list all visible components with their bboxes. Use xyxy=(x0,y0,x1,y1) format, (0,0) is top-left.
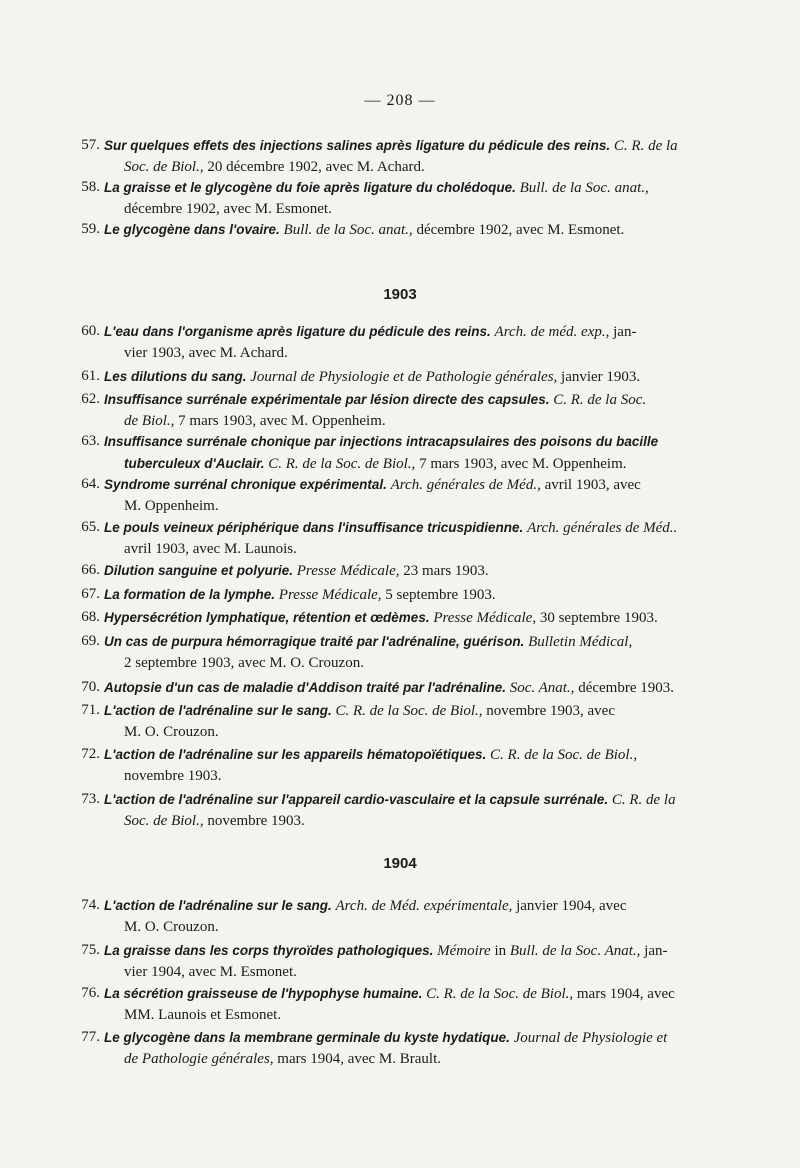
entry-title: Un cas de purpura hémorragique traité par l'adrénaline, guérison. xyxy=(104,634,525,649)
entry-source: Soc. Anat., xyxy=(509,680,575,696)
entry-source: C. R. de la Soc. de Biol., xyxy=(268,456,416,472)
entry-details: janvier 1903. xyxy=(561,369,641,385)
entry-details: jan- xyxy=(644,943,668,959)
entry-line-1 xyxy=(104,792,676,808)
entry-source: Bulletin Médical, xyxy=(528,634,633,650)
bibliography-entry xyxy=(81,1027,726,1070)
entry-line-1 xyxy=(104,634,632,650)
entry-details: janvier 1904, avec xyxy=(516,898,627,914)
entry-details: 20 décembre 1902, avec M. Achard. xyxy=(207,159,425,175)
entry-number: 61. xyxy=(81,368,100,384)
entry-title: Autopsie d'un cas de maladie d'Addison traité par l'adrénaline. xyxy=(104,680,506,695)
bibliography-entry xyxy=(81,389,726,432)
entry-line-2 xyxy=(104,653,726,674)
entry-number: 74. xyxy=(81,897,100,913)
entry-line-1 xyxy=(104,587,496,603)
entry-number: 66. xyxy=(81,562,100,578)
entry-source: Arch. de Méd. expérimentale, xyxy=(335,898,513,914)
entry-line-1 xyxy=(104,369,640,385)
bibliography-entry xyxy=(81,744,726,787)
entry-title: Insuffisance surrénale chonique par injections intracapsulaires des poisons du bacille xyxy=(104,434,659,449)
bibliography-entry xyxy=(81,607,726,629)
entry-number: 70. xyxy=(81,679,100,695)
entry-number: 75. xyxy=(81,942,100,958)
entry-details: vier 1904, avec M. Esmonet. xyxy=(124,964,297,980)
entry-title: Sur quelques effets des injections salines après ligature du pédicule des reins. xyxy=(104,138,611,153)
entry-line-2 xyxy=(104,766,726,787)
bibliography-entry xyxy=(81,366,726,388)
entry-title: La graisse dans les corps thyroïdes pathologiques. xyxy=(104,943,434,958)
entry-title: Hypersécrétion lymphatique, rétention et œdèmes. xyxy=(104,610,430,625)
entry-source: de Biol., xyxy=(124,413,175,429)
entry-source: Bull. de la Soc. anat., xyxy=(519,180,649,196)
entry-source: Arch. générales de Méd.. xyxy=(527,520,678,536)
entry-details: M. Oppenheim. xyxy=(124,498,219,514)
entry-details: 2 septembre 1903, avec M. O. Crouzon. xyxy=(124,655,364,671)
entry-title: Le glycogène dans l'ovaire. xyxy=(104,222,280,237)
bibliography-entry xyxy=(81,135,726,178)
bibliography-entry xyxy=(81,321,726,364)
entry-details: mars 1904, avec M. Brault. xyxy=(277,1051,442,1067)
entry-title: tuberculeux d'Auclair. xyxy=(124,456,265,471)
entry-line-2 xyxy=(104,496,726,517)
entry-line-2 xyxy=(104,453,726,475)
entry-source: C. R. de la Soc. de Biol., xyxy=(426,986,574,1002)
year-heading-1904: 1904 xyxy=(383,855,417,872)
bibliography-entry xyxy=(81,895,726,938)
bibliography-entry xyxy=(81,560,726,582)
entry-source: Soc. de Biol., xyxy=(124,159,204,175)
bibliography-entry xyxy=(81,789,726,832)
entry-line-2 xyxy=(104,1005,726,1026)
bibliography-entry xyxy=(81,584,726,606)
entry-details: vier 1903, avec M. Achard. xyxy=(124,345,288,361)
entry-source: Presse Médicale, xyxy=(296,563,400,579)
entry-title: La sécrétion graisseuse de l'hypophyse humaine. xyxy=(104,986,423,1001)
entry-line-2 xyxy=(104,343,726,364)
bibliography-entry xyxy=(81,219,726,241)
entry-title: L'action de l'adrénaline sur le sang. xyxy=(104,703,332,718)
entry-line-1 xyxy=(104,943,667,959)
bibliography-entry xyxy=(81,431,726,475)
entry-source: Bull. de la Soc. Anat., xyxy=(509,943,641,959)
entry-number: 77. xyxy=(81,1029,100,1045)
entry-number: 60. xyxy=(81,323,100,339)
entry-number: 68. xyxy=(81,609,100,625)
entry-source: Bull. de la Soc. anat., xyxy=(283,222,413,238)
entry-details: 7 mars 1903, avec M. Oppenheim. xyxy=(419,456,627,472)
entry-number: 57. xyxy=(81,137,100,153)
entry-details: avril 1903, avec M. Launois. xyxy=(124,541,297,557)
entry-details: novembre 1903. xyxy=(124,768,222,784)
entry-title: Insuffisance surrénale expérimentale par lésion directe des capsules. xyxy=(104,392,550,407)
entry-number: 67. xyxy=(81,586,100,602)
entry-details: 23 mars 1903. xyxy=(403,563,489,579)
entry-title: Dilution sanguine et polyurie. xyxy=(104,563,294,578)
entry-details: 7 mars 1903, avec M. Oppenheim. xyxy=(178,413,386,429)
entry-line-2 xyxy=(104,411,726,432)
entry-source: Mémoire xyxy=(437,943,491,959)
entry-details: novembre 1903. xyxy=(207,813,305,829)
entry-line-2 xyxy=(104,811,726,832)
entry-details: in xyxy=(494,943,507,959)
entry-line-1 xyxy=(104,680,674,696)
entry-source: Journal de Physiologie et de Pathologie générales, xyxy=(250,369,558,385)
entry-line-1 xyxy=(104,898,626,914)
entry-source: C. R. de la Soc. de Biol., xyxy=(490,747,638,763)
entry-line-1 xyxy=(104,610,658,626)
entry-details: novembre 1903, avec xyxy=(486,703,615,719)
entry-title: Le pouls veineux périphérique dans l'insuffisance tricuspidienne. xyxy=(104,520,524,535)
entry-line-1 xyxy=(104,1030,667,1046)
entry-number: 72. xyxy=(81,746,100,762)
entry-line-1 xyxy=(104,222,624,238)
entry-line-1 xyxy=(104,477,641,493)
entry-title: Le glycogène dans la membrane germinale du kyste hydatique. xyxy=(104,1030,510,1045)
entry-number: 63. xyxy=(81,433,100,449)
entry-details: décembre 1902, avec M. Esmonet. xyxy=(416,222,625,238)
entry-line-1 xyxy=(104,180,649,196)
entry-source: C. R. de la Soc. de Biol., xyxy=(335,703,483,719)
entry-title: L'action de l'adrénaline sur le sang. xyxy=(104,898,332,913)
bibliography-entry xyxy=(81,474,726,517)
entry-line-1 xyxy=(104,520,677,536)
entry-title: La formation de la lymphe. xyxy=(104,587,276,602)
entry-line-2 xyxy=(104,917,726,938)
entry-line-2 xyxy=(104,722,726,743)
entry-source: Arch. de méd. exp., xyxy=(494,324,610,340)
entry-line-2 xyxy=(104,157,726,178)
entry-line-1 xyxy=(104,703,615,719)
entry-details: M. O. Crouzon. xyxy=(124,724,219,740)
bibliography-entry xyxy=(81,677,726,699)
entry-source: de Pathologie générales, xyxy=(124,1051,274,1067)
entry-details: MM. Launois et Esmonet. xyxy=(124,1007,282,1023)
entry-source: Presse Médicale, xyxy=(433,610,537,626)
entry-line-1 xyxy=(104,392,646,408)
entry-line-1 xyxy=(104,747,637,763)
entry-title: L'eau dans l'organisme après ligature du pédicule des reins. xyxy=(104,324,491,339)
entry-line-1 xyxy=(104,324,636,340)
entry-title: L'action de l'adrénaline sur les appareils hématopoïétiques. xyxy=(104,747,487,762)
entry-details: M. O. Crouzon. xyxy=(124,919,219,935)
year-heading-1903: 1903 xyxy=(383,286,417,303)
bibliography-entry xyxy=(81,983,726,1026)
entry-number: 76. xyxy=(81,985,100,1001)
entry-number: 69. xyxy=(81,633,100,649)
entry-source: Arch. générales de Méd., xyxy=(390,477,541,493)
entry-title: L'action de l'adrénaline sur l'appareil cardio-vasculaire et la capsule surrénale. xyxy=(104,792,609,807)
entry-line-1 xyxy=(104,138,678,154)
entry-source: Soc. de Biol., xyxy=(124,813,204,829)
entry-details: décembre 1902, avec M. Esmonet. xyxy=(124,201,332,217)
entry-number: 71. xyxy=(81,702,100,718)
entry-title: Les dilutions du sang. xyxy=(104,369,247,384)
bibliography-entry xyxy=(81,177,726,220)
bibliography-entry xyxy=(81,940,726,983)
entry-number: 73. xyxy=(81,791,100,807)
entry-number: 62. xyxy=(81,391,100,407)
entry-details: 5 septembre 1903. xyxy=(385,587,496,603)
entry-source: Presse Médicale, xyxy=(278,587,382,603)
bibliography-entry xyxy=(81,700,726,743)
entry-source: Journal de Physiologie et xyxy=(513,1030,668,1046)
entry-line-1 xyxy=(104,434,658,450)
entry-number: 64. xyxy=(81,476,100,492)
entry-line-1 xyxy=(104,986,675,1002)
entry-line-1 xyxy=(104,563,489,579)
entry-details: décembre 1903. xyxy=(578,680,674,696)
entry-number: 58. xyxy=(81,179,100,195)
bibliography-entry xyxy=(81,631,726,674)
entry-details: avril 1903, avec xyxy=(544,477,641,493)
entry-details: 30 septembre 1903. xyxy=(539,610,658,626)
entry-title: Syndrome surrénal chronique expérimental. xyxy=(104,477,387,492)
bibliography-entry xyxy=(81,517,726,560)
page-number: — 208 — xyxy=(364,92,436,109)
entry-source: C. R. de la xyxy=(611,792,676,808)
entry-line-2 xyxy=(104,199,726,220)
entry-line-2 xyxy=(104,539,726,560)
entry-details: jan- xyxy=(613,324,637,340)
entry-line-2 xyxy=(104,962,726,983)
entry-number: 65. xyxy=(81,519,100,535)
entry-source: C. R. de la Soc. xyxy=(553,392,647,408)
entry-details: mars 1904, avec xyxy=(576,986,675,1002)
entry-line-2 xyxy=(104,1049,726,1070)
entry-source: C. R. de la xyxy=(613,138,678,154)
entry-number: 59. xyxy=(81,221,100,237)
entry-title: La graisse et le glycogène du foie après ligature du cholédoque. xyxy=(104,180,516,195)
